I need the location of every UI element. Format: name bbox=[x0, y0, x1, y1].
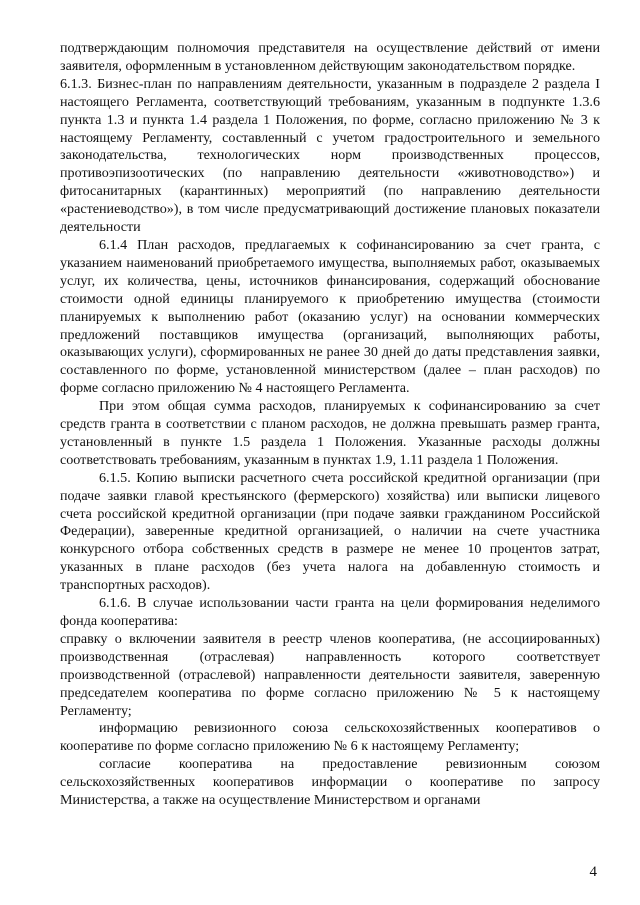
document-page bbox=[60, 40, 600, 810]
paragraph-6-1-5: 6.1.5. Копию выписки расчетного счета российской кредитной организации (при подаче заявки главой крестьянского (фермерского) хозяйства) или выписки лицевого счета российской кредитной организации (при подаче заявки гражданином Российской Федерации), заверенные кредитной организацией, о наличии на счете участника конкурсного отбора собственных средств в размере не менее 10 процентов затрат, указанных в плане расходов (без учета налога на добавленную стоимость и транспортных расходов). bbox=[60, 469, 600, 594]
paragraph-6-1-6: 6.1.6. В случае использовании части гранта на цели формирования неделимого фонда кооператива: bbox=[60, 595, 600, 629]
paragraph-grant-limit: При этом общая сумма расходов, планируемых к софинансированию за счет средств гранта в соответствии с планом расходов, не должна превышать размер гранта, установленный в пункте 1.5 раздела 1 Положения. Указанные расходы должны соответствовать требованиям, указанным в пунктах 1.9, 1.11 раздела 1 Положения. bbox=[60, 398, 600, 468]
paragraph-6-1-3: 6.1.3. Бизнес-план по направлениям деятельности, указанным в подразделе 2 раздела I настоящего Регламента, соответствующий требованиям, указанным в подпункте 1.3.6 пункта 1.3 и пункта 1.4 раздела 1 Положения, по форме, согласно приложению № 3 к настоящему Регламенту, составленный с учетом градостроительного и земельного законодательства, технологических норм производственных процессов, противоэпизоотических (по направлению деятельности «животноводство») и фитосанитарных (карантинных) мероприятий (по направлению деятельности «растениеводство»), в том числе предусматривающий достижение плановых показатели деятельности bbox=[60, 75, 600, 236]
paragraph-continuation: подтверждающим полномочия представителя на осуществление действий от имени заявителя, оформленным в установленном действующим законодательством порядке. bbox=[60, 40, 600, 74]
paragraph-audit-union-info: информацию ревизионного союза сельскохозяйственных кооперативов о кооперативе по форме согласно приложению № 6 к настоящему Регламенту; bbox=[60, 720, 600, 755]
paragraph-cooperative-certificate: справку о включении заявителя в реестр членов кооператива, (не ассоциированных) производственная (отраслевая) направленность которого соответствует производственной (отраслевой) направленности деятельности заявителя, заверенную председателем кооператива по форме согласно приложению № 5 к настоящему Регламенту; bbox=[60, 630, 600, 719]
page-number: 4 bbox=[589, 864, 597, 880]
paragraph-6-1-4: 6.1.4 План расходов, предлагаемых к софинансированию за счет гранта, с указанием наименований приобретаемого имущества, выполняемых работ, оказываемых услуг, их количества, цены, источников финансирования, содержащий обоснование стоимости одной единицы планируемого к приобретению имущества (стоимости планируемых к выполнению работ (оказанию услуг) на основании коммерческих предложений поставщиков имущества (организаций, выполняющих работы, оказывающих услуги), сформированных не ранее 30 дней до даты представления заявки, составленного по форме, установленной министерством (далее – план расходов) по форме согласно приложению № 4 настоящего Регламента. bbox=[60, 236, 600, 397]
paragraph-cooperative-consent: согласие кооператива на предоставление ревизионным союзом сельскохозяйственных кооперативов информации о кооперативе по запросу Министерства, а также на осуществление Министерством и органами bbox=[60, 756, 600, 809]
